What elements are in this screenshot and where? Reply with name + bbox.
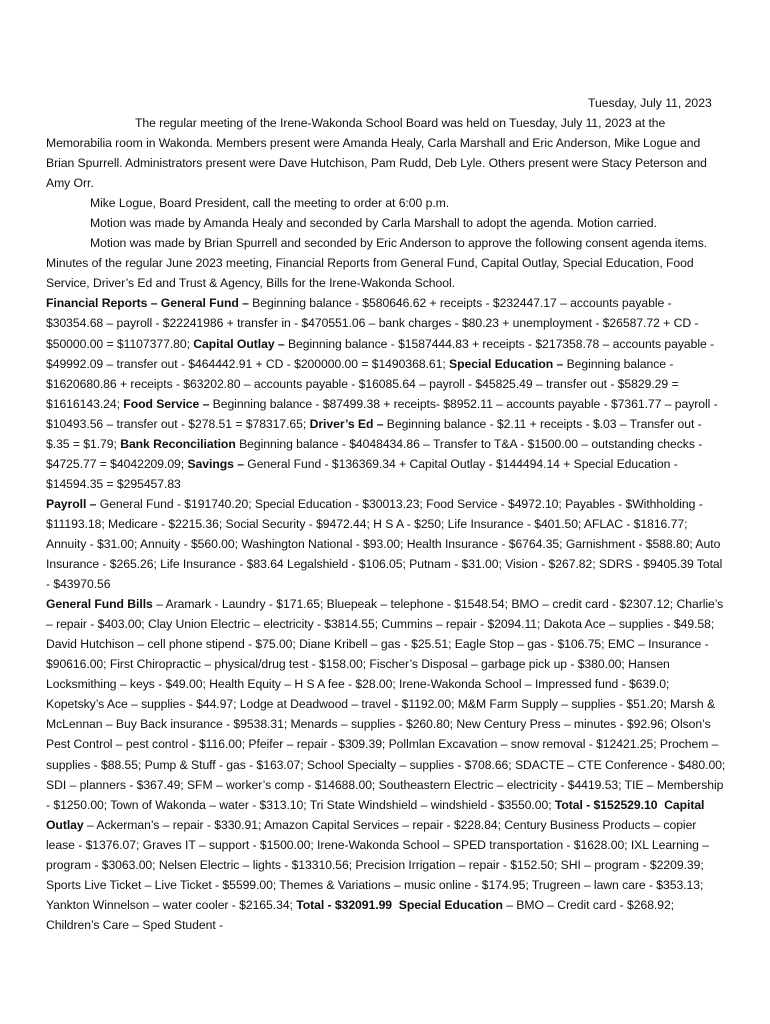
general-fund-bills-heading: General Fund Bills [46, 597, 153, 612]
minutes-body [46, 113, 726, 935]
intro-paragraph: The regular meeting of the Irene-Wakonda School Board was held on Tuesday, July 11, 2023 at the Memorabilia room in Wakonda. Members present were Amanda Healy, Carla Marshall and Eric Anderson, Mike Logue and Brian Spurrell. Administrators present were Dave Hutchison, Pam Rudd, Deb Lyle. Others present were Stacy Peterson and Amy Orr. [46, 116, 707, 191]
payroll-heading: Payroll – [46, 496, 97, 511]
capital-outlay-text: Beginning balance - $1587444.83 + receipts - $217358.78 – accounts payable - $49992.09 – transfer out - $464442.91 + CD - $200000.00 = $1490368.61; [46, 336, 715, 371]
drivers-ed-text: Beginning balance - $2.11 + receipts - $.03 – Transfer out - $.35 = $1.79; [46, 416, 702, 451]
capital-outlay-bills-heading: Capital Outlay [46, 797, 705, 832]
bills-paragraph [46, 594, 726, 935]
bank-reconciliation-text: Beginning balance - $4048434.86 – Transfer to T&A - $1500.00 – outstanding checks - $4725.77 = $4042209.09; [46, 436, 703, 471]
general-fund-bills-text: – Aramark - Laundry - $171.65; Bluepeak – telephone - $1548.54; BMO – credit card - $2307.12; Charlie’s – repair - $403.00; Clay Union Electric – electricity - $3814.55; Cummins – repair - $2094.11; Dakota Ace – supplies - $49.58; David Hutchison – cell phone stipend - $75.00; Diane Kribell – gas - $25.51; Eagle Stop – gas - $106.75; EMC – Insurance - $90616.00; First Chiropractic – physical/drug test - $158.00; Fischer’s Disposal – garbage pick up - $380.00; Hansen Locksmithing – keys - $49.00; Health Equity – H S A fee - $28.00; Irene-Wakonda School – Impressed fund - $639.0; Kopetsky’s Ace – supplies - $44.97; Lodge at Deadwood – travel - $1192.00; M&M Farm Supply – supplies - $51.20; Marsh & McLennan – Buy Back insurance - $9538.31; Menards – supplies - $260.80; New Century Press – minutes - $92.96; Olson’s Pest Control – pest control - $116.00; Pfeifer – repair - $309.39; Pollmlan Excavation – snow removal - $12421.25; Prochem – supplies - $88.55; Pump & Stuff - gas - $163.07; School Specialty – supplies - $708.66; SDACTE – CTE Conference - $480.00; SDI – planners - $367.49; SFM – worker’s comp - $14688.00; Southeastern Electric – electricity - $4419.53; TIE – Membership - $1250.00; Town of Wakonda – water - $313.10; Tri State Windshield – windshield - $3550.00; [46, 597, 726, 812]
motion-consent-paragraph: Motion was made by Brian Spurrell and seconded by Eric Anderson to approve the following consent agenda items. Minutes of the regular June 2023 meeting, Financial Reports from General Fund, Capital Outlay, Special Education, Food Service, Driver’s Ed and Trust & Agency, Bills for the Irene-Wakonda School. [46, 236, 708, 291]
general-fund-bills-total: Total - $152529.10 [554, 797, 658, 812]
meeting-date: Tuesday, July 11, 2023 [588, 96, 712, 110]
general-fund-text: Beginning balance - $580646.62 + receipts - $232447.17 – accounts payable - $30354.68 – payroll - $22241986 + transfer in - $470551.06 – bank charges - $80.23 + unemployment - $26587.72 + CD - $50000.00 = $1107377.80; [46, 296, 699, 351]
special-education-heading: Special Education – [449, 356, 564, 371]
special-education-bills-heading: Special Education [398, 897, 503, 912]
capital-outlay-bills-total: Total - $32091.99 [296, 897, 393, 912]
drivers-ed-heading: Driver’s Ed – [309, 416, 384, 431]
payroll-paragraph [46, 494, 726, 594]
bank-reconciliation-heading: Bank Reconciliation [120, 436, 236, 451]
financial-reports-paragraph [46, 293, 726, 493]
payroll-text: General Fund - $191740.20; Special Education - $30013.23; Food Service - $4972.10; Payables - $Withholding - $11193.18; Medicare - $2215.36; Social Security - $9472.44; H S A - $250; Life Insurance - $401.50; AFLAC - $1816.77; Annuity - $31.00; Annuity - $560.00; Washington National - $93.00; Health Insurance - $6764.35; Garnishment - $588.80; Auto Insurance - $265.26; Life Insurance - $83.64 Legalshield - $106.05; Putnam - $31.00; Vision - $267.82; SDRS - $9405.39 Total - $43970.56 [46, 496, 723, 592]
general-fund-heading: Financial Reports – General Fund – [46, 296, 249, 311]
savings-heading: Savings – [187, 456, 244, 471]
savings-text: General Fund - $136369.34 + Capital Outlay - $144494.14 + Special Education - $14594.35 = $295457.83 [46, 456, 678, 491]
capital-outlay-heading: Capital Outlay – [193, 336, 285, 351]
special-education-text: Beginning balance - $1620680.86 + receipts - $63202.80 – accounts payable - $16085.64 – payroll - $45825.49 – transfer out - $5829.29 = $1616143.24; [46, 356, 679, 411]
capital-outlay-bills-text: – Ackerman’s – repair - $330.91; Amazon Capital Services – repair - $228.84; Century Business Products – copier lease - $1376.07; Graves IT – support - $1500.00; Irene-Wakonda School – SPED transportation - $1628.00; IXL Learning – program - $3063.00; Nelsen Electric – lights - $13310.56; Precision Irrigation – repair - $152.50; SHI – program - $2209.39; Sports Live Ticket – Live Ticket - $5599.00; Themes & Variations – music online - $174.95; Trugreen – lawn care - $353.13; Yankton Winnelson – water cooler - $2165.34; [46, 817, 709, 912]
food-service-text: Beginning balance - $87499.38 + receipts- $8952.11 – accounts payable - $7361.77 – payroll - $10493.56 – transfer out - $278.51 = $78317.65; [46, 396, 718, 431]
call-to-order-paragraph: Mike Logue, Board President, call the meeting to order at 6:00 p.m. [90, 196, 450, 211]
special-education-bills-text: – BMO – Credit card - $268.92; Children’s Care – Sped Student - [46, 897, 675, 932]
food-service-heading: Food Service – [123, 396, 210, 411]
motion-agenda-paragraph: Motion was made by Amanda Healy and seconded by Carla Marshall to adopt the agenda. Motion carried. [90, 216, 657, 231]
